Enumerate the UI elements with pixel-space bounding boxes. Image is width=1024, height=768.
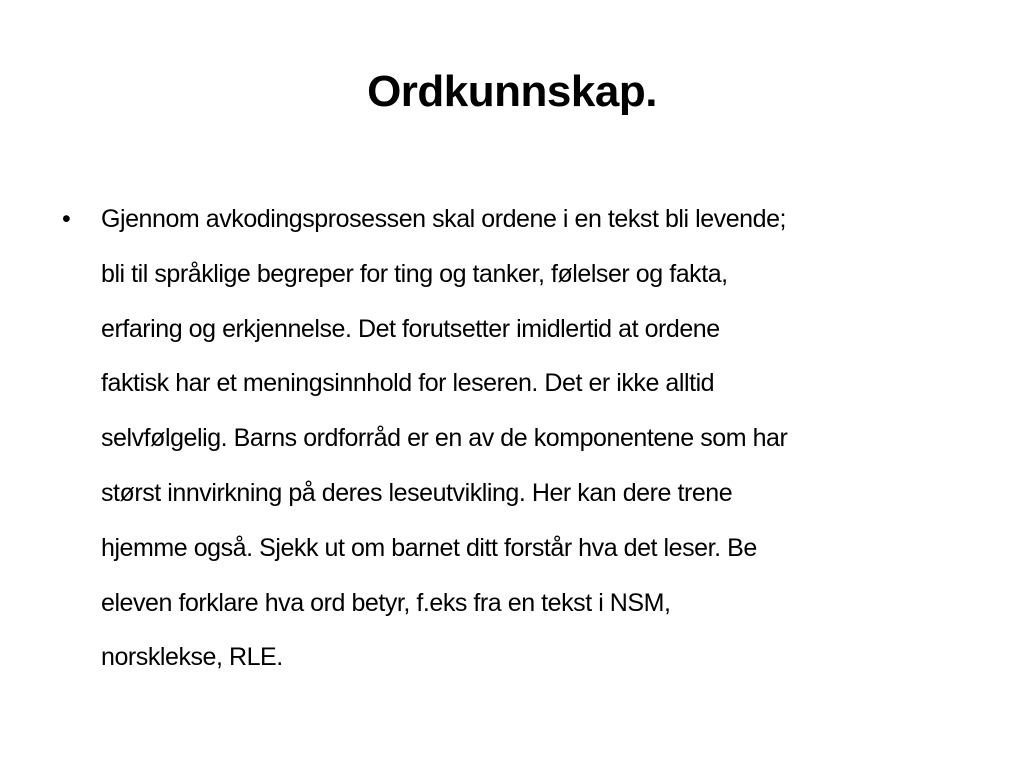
text-line: selvfølgelig. Barns ordforråd er en av de komponentene som har — [101, 424, 788, 453]
bullet-item — [60, 192, 960, 685]
bullet-text — [101, 192, 960, 685]
text-line: hjemme også. Sjekk ut om barnet ditt forstår hva det leser. Be — [101, 533, 757, 562]
bullet-icon: • — [62, 205, 71, 233]
text-line: norsklekse, RLE. — [101, 643, 283, 672]
text-line: bli til språklige begreper for ting og tanker, følelser og fakta, — [101, 259, 728, 288]
text-line: Gjennom avkodingsprosessen skal ordene i en tekst bli levende; — [101, 205, 787, 233]
text-line: erfaring og erkjennelse. Det forutsetter imidlertid at ordene — [101, 314, 720, 343]
slide-title: Ordkunnskap. — [367, 67, 657, 117]
text-line: størst innvirkning på deres leseutvikling. Her kan dere trene — [101, 478, 733, 507]
text-line: faktisk har et meningsinnhold for leseren. Det er ikke alltid — [101, 369, 715, 398]
text-line: eleven forklare hva ord betyr, f.eks fra en tekst i NSM, — [101, 588, 671, 617]
bullet-list — [60, 192, 960, 685]
